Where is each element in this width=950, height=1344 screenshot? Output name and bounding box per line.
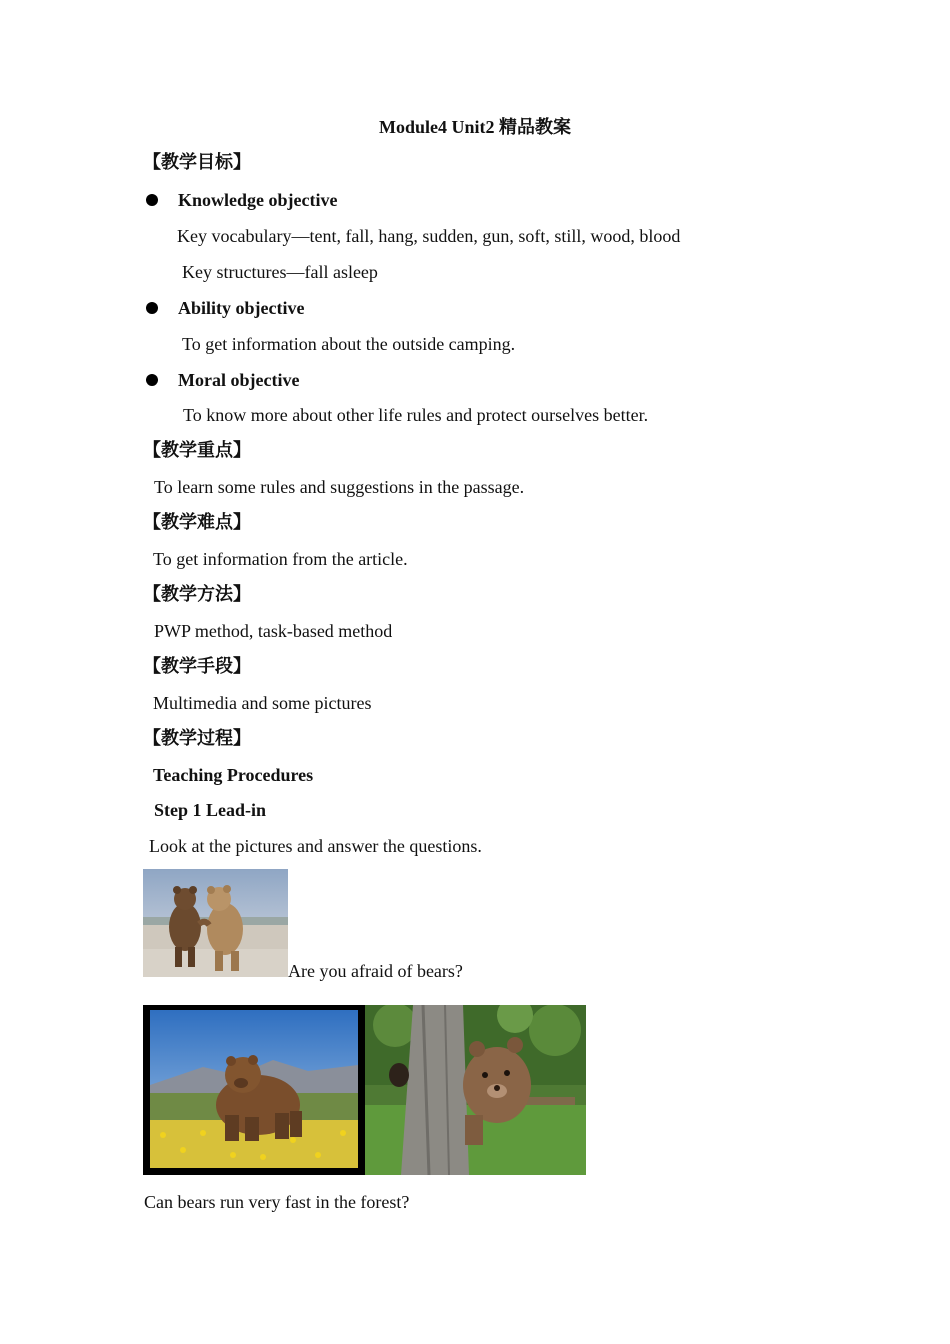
ability-objective-label: Ability objective [178, 298, 305, 318]
bullet-icon [146, 194, 158, 206]
bear-cubs-photo [143, 869, 288, 977]
moral-objective-label: Moral objective [178, 370, 300, 390]
process-heading: 【教学过程】 [143, 728, 251, 749]
difficulties-heading: 【教学难点】 [143, 512, 251, 533]
teaching-procedures-label: Teaching Procedures [153, 765, 314, 785]
step1-label: Step 1 Lead-in [154, 800, 267, 820]
difficulties-text: To get information from the article. [153, 549, 408, 569]
grizzly-bear-photo [143, 1005, 365, 1175]
question-bears-run-fast: Can bears run very fast in the forest? [144, 1192, 410, 1212]
methods-text: PWP method, task-based method [154, 621, 393, 641]
knowledge-objective-label: Knowledge objective [178, 190, 338, 210]
means-text: Multimedia and some pictures [153, 693, 372, 713]
key-points-heading: 【教学重点】 [143, 440, 251, 461]
key-vocabulary: Key vocabulary—tent, fall, hang, sudden, gun, soft, still, wood, blood [177, 226, 681, 246]
methods-heading: 【教学方法】 [143, 584, 251, 605]
objectives-heading: 【教学目标】 [143, 152, 251, 173]
bear-behind-tree-photo [365, 1005, 586, 1175]
key-structures: Key structures—fall asleep [182, 262, 378, 282]
bullet-icon [146, 374, 158, 386]
question-afraid-of-bears: Are you afraid of bears? [288, 961, 463, 981]
ability-objective-text: To get information about the outside camping. [182, 334, 516, 354]
document-title: Module4 Unit2 精品教案 [378, 117, 571, 137]
moral-objective-text: To know more about other life rules and protect ourselves better. [183, 405, 649, 425]
step1-instruction: Look at the pictures and answer the questions. [149, 836, 482, 856]
key-points-text: To learn some rules and suggestions in the passage. [154, 477, 525, 497]
bullet-icon [146, 302, 158, 314]
means-heading: 【教学手段】 [143, 656, 251, 677]
